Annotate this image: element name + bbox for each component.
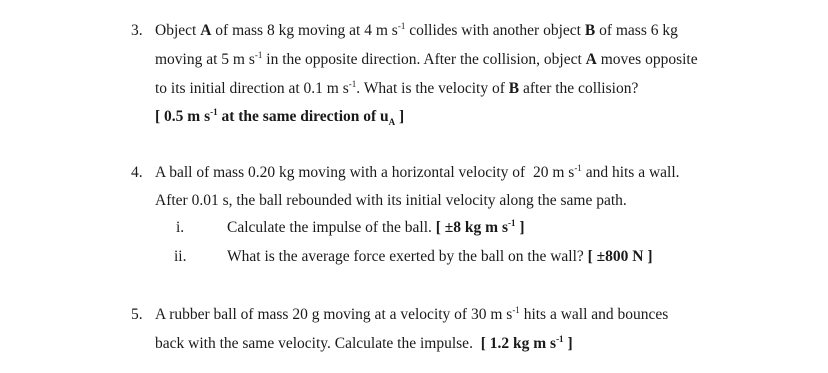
sub-item-text: Calculate the impulse of the ball. [ ±8 kg m $s^{-1}$ ] [227,218,525,236]
question-number: 4. [131,164,143,181]
question-text-line: After 0.01 s, the ball rebounded with its initial velocity along the same path. [155,192,627,209]
question-text-line: to its initial direction at 0.1 m $s^{-1}$. What is the velocity of B after the collision? [155,79,639,97]
sub-item-text: What is the average force exerted by the ball on the wall? [ ±800 N ] [227,248,653,265]
question-text-line: back with the same velocity. Calculate the impulse. [ 1.2 kg m $s^{-1}$ ] [155,334,573,352]
sub-item-label: ii. [174,248,187,265]
sub-item-label: i. [176,219,185,236]
answer: [ 0.5 m $s^{-1}$ at the same direction of $u_A$ ] [155,107,405,128]
question-number: 3. [131,22,143,39]
question-text-line: moving at 5 m $s^{-1}$ in the opposite direction. After the collision, object A moves opposite [155,50,698,68]
question-number: 5. [131,306,143,323]
question-text-line: Object A of mass 8 kg moving at 4 m $s^{-1}$ collides with another object B of mass 6 kg [155,21,678,39]
question-text-line: A ball of mass 0.20 kg moving with a horizontal velocity of 20 m $s^{-1}$ and hits a wall. [155,163,680,181]
question-text-line: A rubber ball of mass 20 g moving at a velocity of 30 m $s^{-1}$ hits a wall and bounces [155,305,669,323]
